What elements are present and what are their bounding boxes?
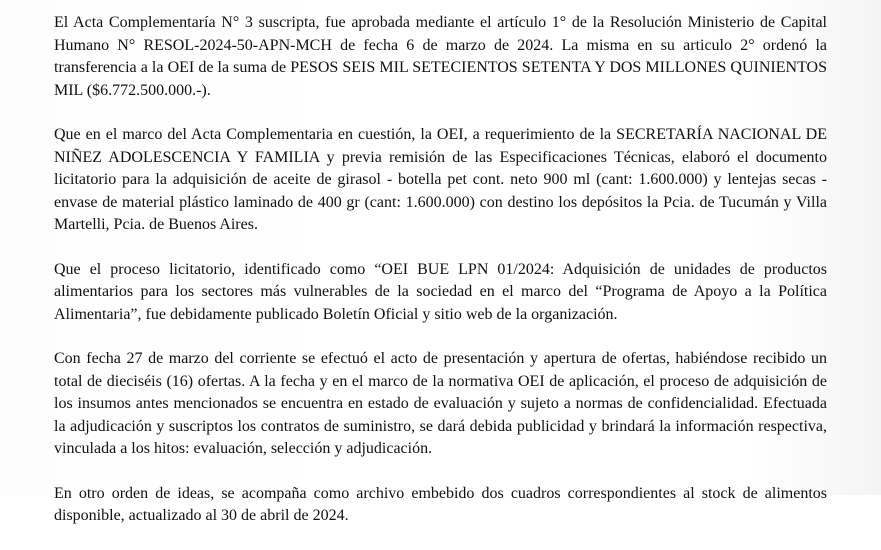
paragraph-acta-approval: El Acta Complementaría N° 3 suscripta, fue aprobada mediante el artículo 1° de la Resolución Ministerio de Capital Humano N° RESOL-2024-50-APN-MCH de fecha 6 de marzo de 2024. La misma en su articulo 2° ordenó la transferencia a la OEI de la suma de PESOS SEIS MIL SETECIENTOS SETENTA Y DOS MILLONES QUINIENTOS MIL ($6.772.500.000.-). [54,14,827,99]
paragraph-procurement-document: Que en el marco del Acta Complementaria en cuestión, la OEI, a requerimiento de la SECRETARÍA NACIONAL DE NIÑEZ ADOLESCENCIA Y FAMILIA y previa remisión de las Especificaciones Técnicas, elaboró el documento licitatorio para la adquisición de aceite de girasol - botella pet cont. neto 900 ml (cant: 1.600.000) y lentejas secas - envase de material plástico laminado de 400 gr (cant: 1.600.000) con destino los depósitos la Pcia. de Tucumán y Villa Martelli, Pcia. de Buenos Aires. [54,126,827,233]
paragraph-tender-publication: Que el proceso licitatorio, identificado como “OEI BUE LPN 01/2024: Adquisición de unidades de productos alimentarios para los sectores más vulnerables de la sociedad en el marco del “Programa de Apoyo a la Política Alimentaria”, fue debidamente publicado Boletín Oficial y sitio web de la organización. [54,260,827,323]
paragraph-offers-evaluation: Con fecha 27 de marzo del corriente se efectuó el acto de presentación y apertura de ofertas, habiéndose recibido un total de dieciséis (16) ofertas. A la fecha y en el marco de la normativa OEI de aplicación, el proceso de adquisición de los insumos antes mencionados se encuentra en estado de evaluación y sujeto a normas de confidencialidad. Efectuada la adjudicación y suscriptos los contratos de suministro, se dará debida publicidad y brindará la información respectiva, vinculada a los hitos: evaluación, selección y adjudicación. [54,350,827,457]
paragraph-stock-attachment: En otro orden de ideas, se acompaña como archivo embebido dos cuadros correspondientes al stock de alimentos disponible, actualizado al 30 de abril de 2024. [54,484,827,524]
document-body [54,12,827,550]
